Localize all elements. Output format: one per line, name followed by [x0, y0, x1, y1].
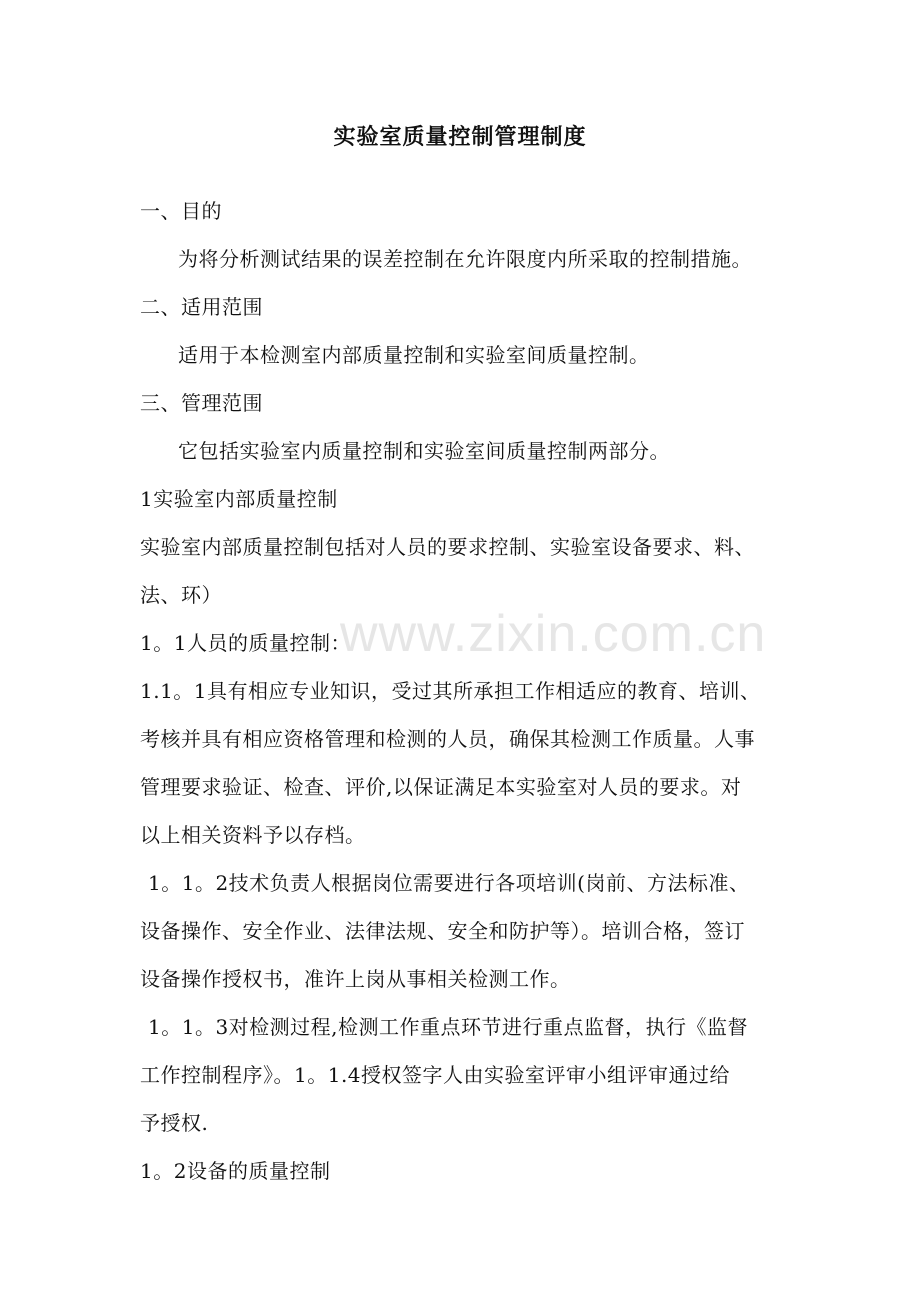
- subsection-heading-equipment: 1。2设备的质量控制: [140, 1159, 331, 1183]
- paragraph-management: 它包括实验室内质量控制和实验室间质量控制两部分。: [178, 439, 670, 463]
- paragraph-line: 管理要求验证、检查、评价,以保证满足本实验室对人员的要求。对: [140, 775, 742, 799]
- paragraph-line: 法、环）: [140, 583, 222, 607]
- section-heading-management: 三、管理范围: [140, 391, 263, 415]
- watermark: www.zixin.com.cn: [340, 605, 767, 663]
- section-heading-scope: 二、适用范围: [140, 295, 263, 319]
- paragraph-line: 实验室内部质量控制包括对人员的要求控制、实验室设备要求、料、: [140, 535, 755, 559]
- document-title: 实验室质量控制管理制度: [333, 124, 587, 150]
- paragraph-line: 1.1。1具有相应专业知识，受过其所承担工作相适应的教育、培训、: [140, 679, 761, 703]
- paragraph-line: 设备操作授权书，准许上岗从事相关检测工作。: [140, 967, 571, 991]
- subsection-heading-internal: 1实验室内部质量控制: [140, 487, 338, 511]
- paragraph-line: 1。1。2技术负责人根据岗位需要进行各项培训(岗前、方法标准、: [148, 871, 750, 895]
- paragraph-scope: 适用于本检测室内部质量控制和实验室间质量控制。: [178, 343, 650, 367]
- paragraph-line: 1。1。3对检测过程,检测工作重点环节进行重点监督，执行《监督: [148, 1015, 749, 1039]
- paragraph-purpose: 为将分析测试结果的误差控制在允许限度内所采取的控制措施。: [178, 247, 752, 271]
- paragraph-line: 设备操作、安全作业、法律法规、安全和防护等）。培训合格，签订: [140, 919, 745, 943]
- paragraph-line: 予授权.: [140, 1111, 209, 1135]
- subsection-heading-personnel: 1。1人员的质量控制：: [140, 631, 351, 655]
- paragraph-line: 以上相关资料予以存档。: [140, 823, 366, 847]
- paragraph-line: 考核并具有相应资格管理和检测的人员，确保其检测工作质量。人事: [140, 727, 755, 751]
- section-heading-purpose: 一、目的: [140, 199, 222, 223]
- paragraph-line: 工作控制程序》。1。1.4授权签字人由实验室评审小组评审通过给: [140, 1063, 731, 1087]
